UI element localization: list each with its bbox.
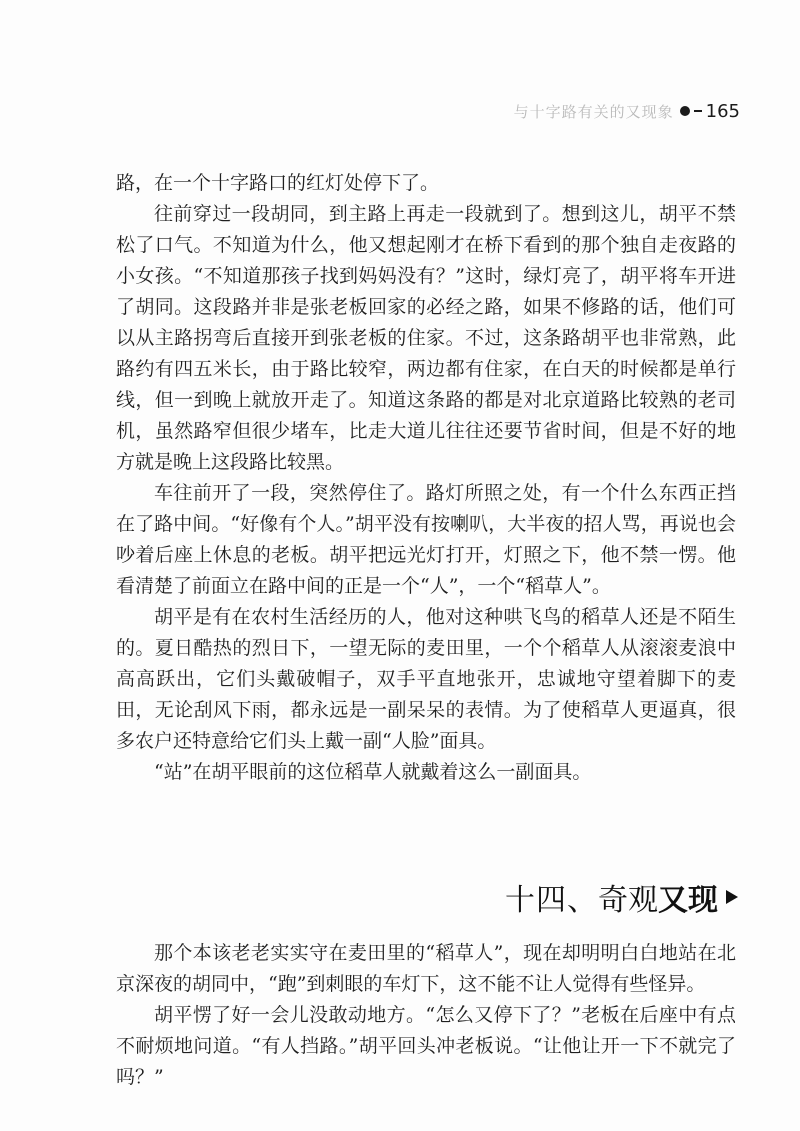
section-number: 十四、 <box>505 883 598 918</box>
page-number: 165 <box>705 100 740 122</box>
section-heading <box>505 875 738 919</box>
section-title-bold: 又现 <box>658 883 718 918</box>
page-number-dash-icon <box>694 110 702 112</box>
paragraph: 那个本该老老实实守在麦田里的“稻草人”，现在却明明白白地站在北京深夜的胡同中，“跑”到刺眼的车灯下，这不能不让人觉得有些怪异。 <box>116 942 736 995</box>
section-title-light: 奇观 <box>598 883 658 918</box>
running-head: 与十字路有关的又现象 <box>513 102 674 121</box>
body-text-top <box>116 168 736 788</box>
paragraph: 路，在一个十字路口的红灯处停下了。 <box>116 172 440 194</box>
paragraph: 胡平是有在农村生活经历的人，他对这种哄飞鸟的稻草人还是不陌生的。夏日酷热的烈日下，一望无际的麦田里，一个个稻草人从滚滚麦浪中高高跃出，它们头戴破帽子，双手平直地张开，忠诚地守望着脚下的麦田，无论刮风下雨，都永远是一副呆呆的表情。为了使稻草人更逼真，很多农户还特意给它们头上戴一副“人脸”面具。 <box>116 606 736 752</box>
page-number-bullet-icon <box>680 106 690 116</box>
triangle-right-icon <box>726 890 738 904</box>
paragraph: 往前穿过一段胡同，到主路上再走一段就到了。想到这儿，胡平不禁松了口气。不知道为什么，他又想起刚才在桥下看到的那个独自走夜路的小女孩。“不知道那孩子找到妈妈没有？”这时，绿灯亮了，胡平将车开进了胡同。这段路并非是张老板回家的必经之路，如果不修路的话，他们可以从主路拐弯后直接开到张老板的住家。不过，这条路胡平也非常熟，此路约有四五米长，由于路比较窄，两边都有住家，在白天的时候都是单行线，但一到晚上就放开走了。知道这条路的都是对北京道路比较熟的老司机，虽然路窄但很少堵车，比走大道儿往往还要节省时间，但是不好的地方就是晚上这段路比较黑。 <box>116 203 736 473</box>
paragraph: 胡平愣了好一会儿没敢动地方。“怎么又停下了？”老板在后座中有点不耐烦地问道。“有人挡路。”胡平回头冲老板说。“让他让开一下不就完了吗？” <box>116 1004 736 1088</box>
body-text-bottom <box>116 938 736 1093</box>
page-header <box>480 96 740 126</box>
paragraph: “站”在胡平眼前的这位稻草人就戴着这么一副面具。 <box>154 761 592 783</box>
paragraph: 车往前开了一段，突然停住了。路灯所照之处，有一个什么东西正挡在了路中间。“好像有个人。”胡平没有按喇叭，大半夜的招人骂，再说也会吵着后座上休息的老板。胡平把远光灯打开，灯照之下，他不禁一愣。他看清楚了前面立在路中间的正是一个“人”，一个“稻草人”。 <box>116 482 736 597</box>
